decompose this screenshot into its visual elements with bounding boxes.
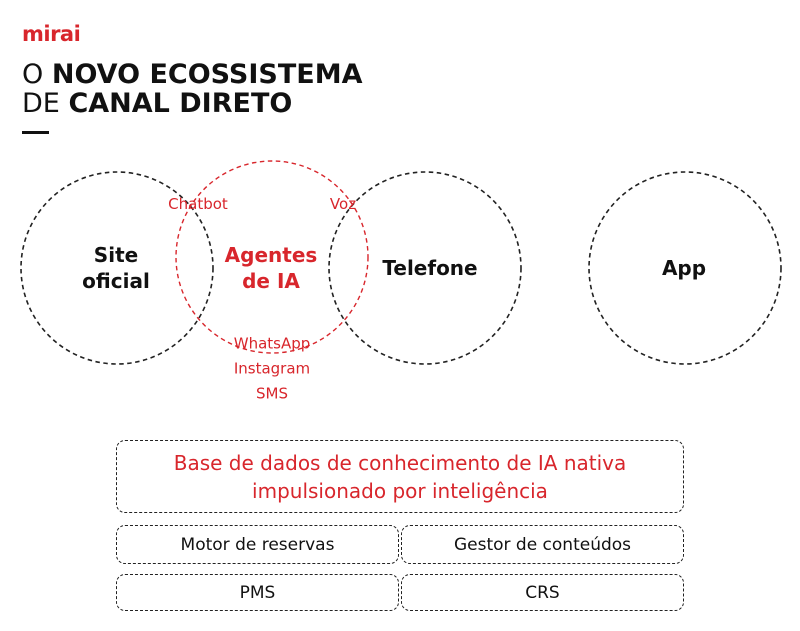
instagram-tag: Instagram: [233, 359, 311, 378]
messaging-tags: [234, 332, 311, 407]
ai-agents-label-line-1: Agentes: [224, 243, 318, 267]
booking-engine-label: Motor de reservas: [180, 534, 335, 555]
chatbot-tag: Chatbot: [168, 195, 228, 213]
knowledge-base-label: [174, 449, 627, 505]
cms-label: Gestor de conteúdos: [453, 534, 632, 555]
title-line-2-bold: CANAL DIRETO: [68, 88, 293, 119]
knowledge-base-box: [116, 440, 684, 513]
cms-box: [401, 525, 684, 564]
pms-label: PMS: [239, 582, 276, 603]
brand-logo: mirai: [22, 22, 81, 46]
site-label-line-2: oficial: [82, 269, 150, 293]
knowledge-base-line-2: impulsionado por inteligência: [252, 478, 548, 503]
crs-box: [401, 574, 684, 611]
app-label: App: [661, 256, 707, 280]
booking-engine-box: [116, 525, 399, 564]
phone-label: Telefone: [382, 256, 478, 280]
site-label-line-1: Site: [93, 243, 139, 267]
title-line-2-prefix: DE: [22, 88, 60, 119]
crs-label: CRS: [525, 582, 560, 603]
whatsapp-tag: WhatsApp: [233, 334, 311, 353]
sms-tag: SMS: [256, 384, 288, 403]
ai-agents-label-line-2: de IA: [242, 269, 300, 293]
site-label: [82, 242, 150, 294]
ai-agents-label: [225, 242, 318, 294]
pms-box: [116, 574, 399, 611]
knowledge-base-line-1: Base de dados de conhecimento de IA nativa: [173, 450, 627, 475]
title-line-1-prefix: O: [22, 59, 44, 90]
voice-tag: Voz: [329, 195, 357, 213]
title-line-1-bold: NOVO ECOSSISTEMA: [51, 59, 363, 90]
